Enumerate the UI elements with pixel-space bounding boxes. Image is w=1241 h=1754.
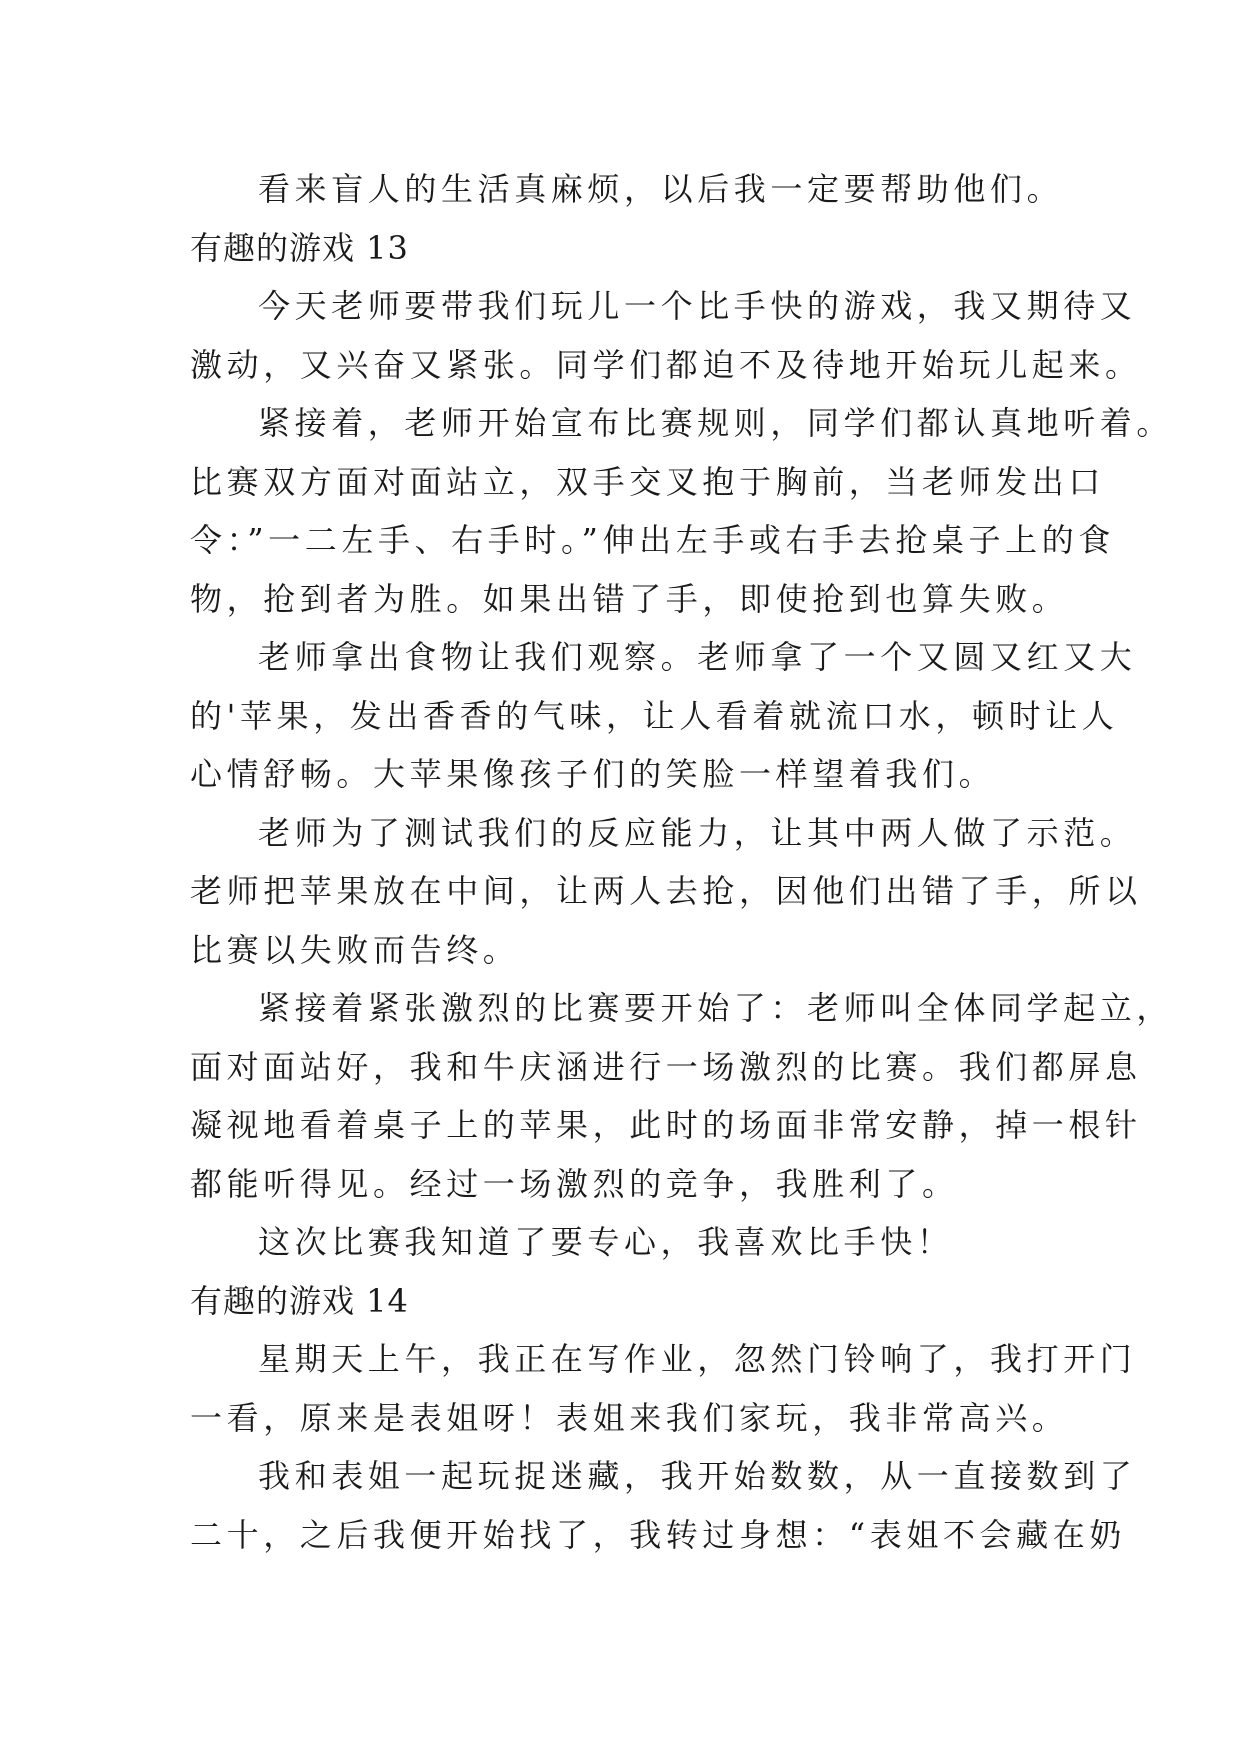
paragraph-line: 面对面站好，我和牛庆涵进行一场激烈的比赛。我们都屏息 (190, 1047, 1142, 1086)
paragraph-line: 的'苹果，发出香香的气味，让人看着就流口水，顿时让人 (190, 696, 1119, 735)
paragraph-line: 比赛以失败而告终。 (190, 930, 520, 969)
paragraph-line: 今天老师要带我们玩儿一个比手快的游戏，我又期待又 (258, 287, 1137, 325)
document-body (190, 160, 1174, 1564)
paragraph-line: 比赛双方面对面站立，双手交叉抱于胸前，当老师发出口 (190, 462, 1106, 501)
paragraph-line: 一看，原来是表姐呀！表姐来我们家玩，我非常高兴。 (190, 1398, 1069, 1437)
paragraph-line: 都能听得见。经过一场激烈的竞争，我胜利了。 (190, 1164, 959, 1203)
paragraph-line: 紧接着，老师开始宣布比赛规则，同学们都认真地听着。 (258, 404, 1174, 442)
paragraph-line: 老师拿出食物让我们观察。老师拿了一个又圆又红又大 (258, 638, 1137, 676)
paragraph-line: 看来盲人的生活真麻烦，以后我一定要帮助他们。 (258, 170, 1064, 208)
paragraph-line: 物，抢到者为胜。如果出错了手，即使抢到也算失败。 (190, 579, 1069, 618)
paragraph-line: 星期天上午，我正在写作业，忽然门铃响了，我打开门 (258, 1340, 1137, 1378)
paragraph-line: 我和表姐一起玩捉迷藏，我开始数数，从一直接数到了 (258, 1457, 1137, 1495)
paragraph-line: 老师把苹果放在中间，让两人去抢，因他们出错了手，所以 (190, 872, 1142, 910)
section-heading: 有趣的游戏 14 (190, 1281, 409, 1320)
paragraph-line: 激动，又兴奋又紧张。同学们都迫不及待地开始玩儿起来。 (190, 345, 1142, 384)
paragraph-line: 紧接着紧张激烈的比赛要开始了：老师叫全体同学起立， (258, 989, 1174, 1027)
section-heading: 有趣的游戏 13 (190, 228, 409, 267)
paragraph-line: 心情舒畅。大苹果像孩子们的笑脸一样望着我们。 (190, 755, 996, 793)
paragraph-line: 老师为了测试我们的反应能力，让其中两人做了示范。 (258, 813, 1137, 852)
paragraph-line: 二十，之后我便开始找了，我转过身想：“表姐不会藏在奶 (190, 1515, 1126, 1554)
paragraph-line: 凝视地看着桌子上的苹果，此时的场面非常安静，掉一根针 (190, 1106, 1142, 1144)
paragraph-line: 这次比赛我知道了要专心，我喜欢比手快！ (258, 1223, 954, 1261)
paragraph-line: 令：”一二左手、右手时。”伸出左手或右手去抢桌子上的食 (190, 521, 1115, 559)
